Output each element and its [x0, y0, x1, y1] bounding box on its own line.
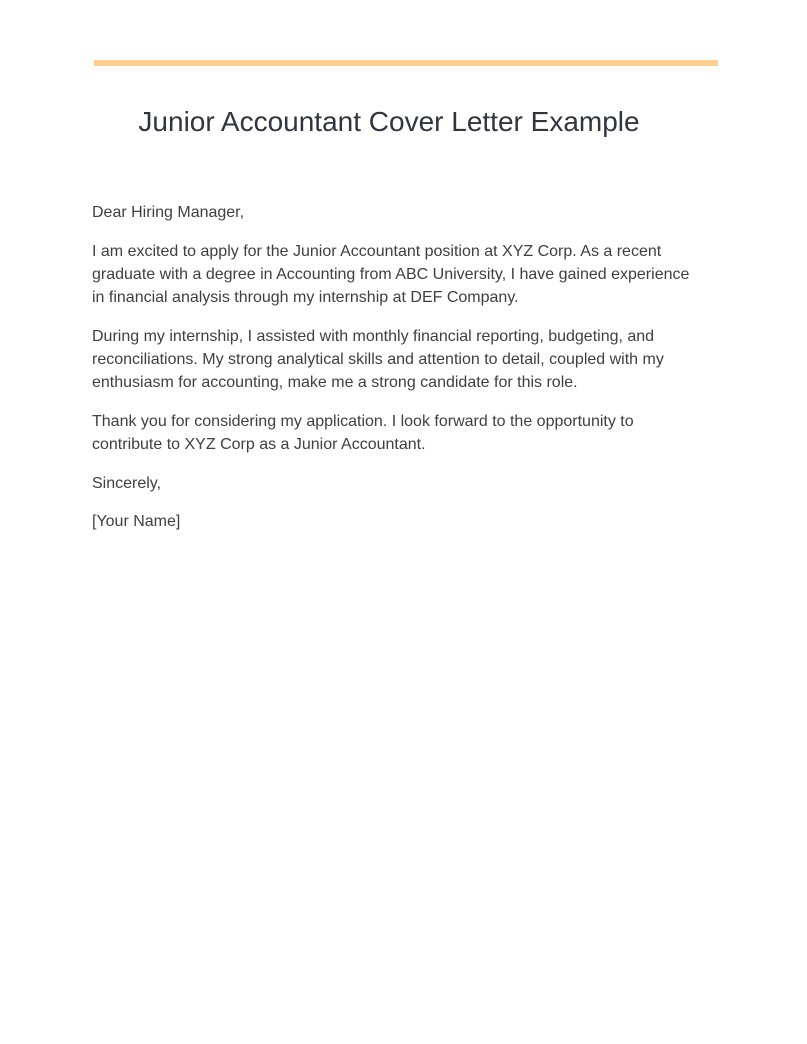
- letter-closing: Sincerely,: [92, 475, 162, 492]
- document-title: Junior Accountant Cover Letter Example: [138, 106, 640, 137]
- letter-body: [92, 201, 692, 549]
- letter-paragraph-1: I am excited to apply for the Junior Accountant position at XYZ Corp. As a recent graduate with a degree in Accounting from ABC University, I have gained experience in financial analysis through my internship at DEF Company.: [92, 243, 690, 306]
- accent-bar: [94, 60, 718, 66]
- letter-greeting: Dear Hiring Manager,: [92, 204, 245, 221]
- letter-signature: [Your Name]: [92, 513, 181, 530]
- letter-paragraph-3: Thank you for considering my application. I look forward to the opportunity to contribute to XYZ Corp as a Junior Accountant.: [92, 413, 634, 453]
- letter-paragraph-2: During my internship, I assisted with monthly financial reporting, budgeting, and reconciliations. My strong analytical skills and attention to detail, coupled with my enthusiasm for accounting, make me a strong candidate for this role.: [92, 328, 664, 391]
